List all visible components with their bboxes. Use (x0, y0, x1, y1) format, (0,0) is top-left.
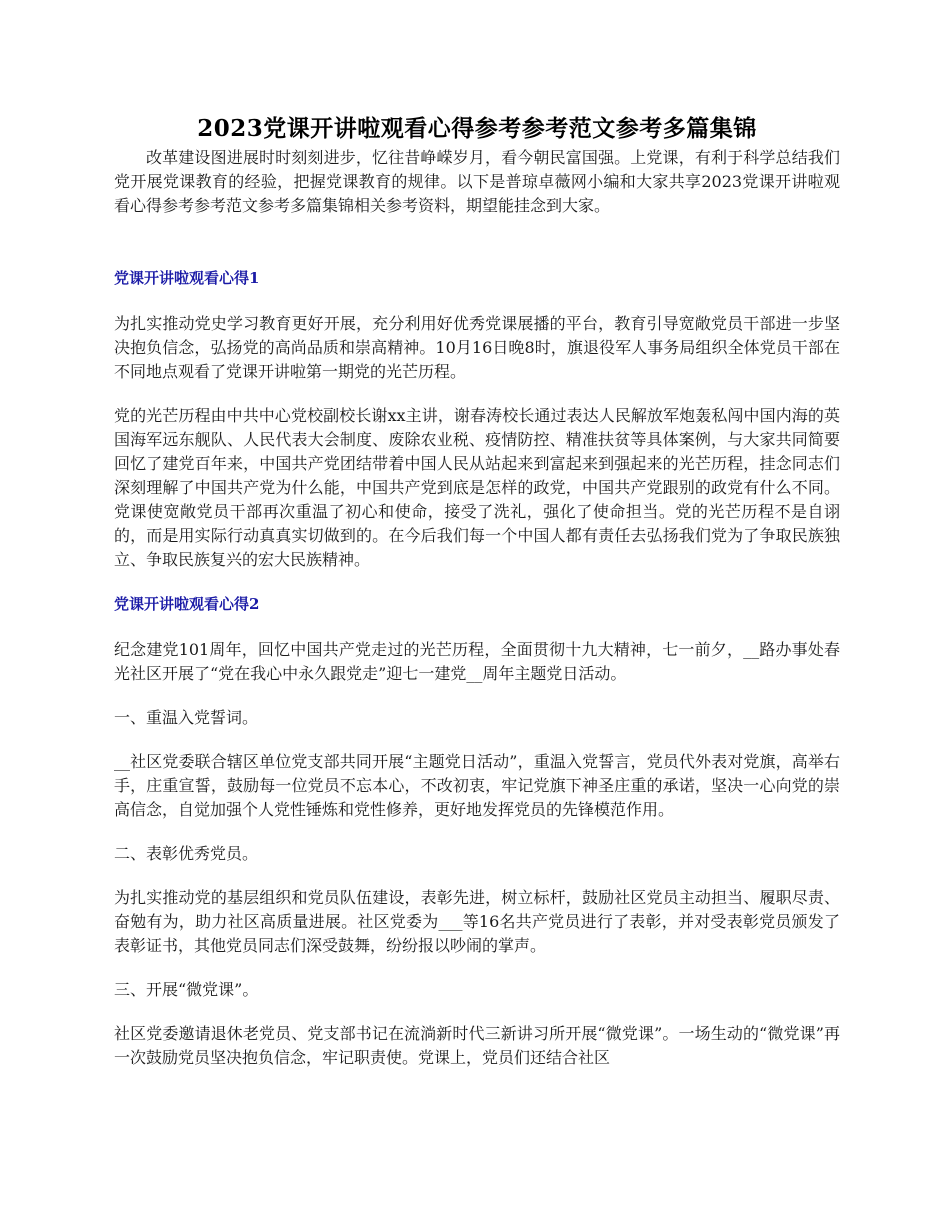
section-heading-2: 党课开讲啦观看心得2 (114, 595, 260, 613)
section-heading-1: 党课开讲啦观看心得1 (114, 269, 260, 287)
section2-item2-text: 为扎实推动党的基层组织和党员队伍建设，表彰先进，树立标杆，鼓励社区党员主动担当、履职尽责、奋勉有为，助力社区高质量进展。社区党委为___等16名共产党员进行了表彰，并对受表彰党员颁发了表彰证书，其他党员同志们深受鼓舞，纷纷报以吵闹的掌声。 (114, 888, 840, 955)
spacer (114, 1002, 840, 1022)
intro-paragraph: 改革建设图进展时时刻刻进步，忆往昔峥嵘岁月，看今朝民富国强。上党课，有利于科学总结我们党开展党课教育的经验，把握党课教育的规律。以下是普琼卓薇网小编和大家共享2023党课开讲啦观看心得参考参考范文参考多篇集锦相关参考资料，期望能挂念到大家。 (114, 148, 840, 215)
spacer (114, 686, 840, 706)
section1-paragraph-2: 党的光芒历程由中共中心党校副校长谢xx主讲，谢春涛校长通过表达人民解放军炮轰私闯中国内海的英国海军远东舰队、人民代表大会制度、废除农业税、疫情防控、精准扶贫等具体案例，与大家共同简要回忆了建党百年来，中国共产党团结带着中国人民从站起来到富起来到强起来的光芒历程，挂念同志们深刻理解了中国共产党为什么能，中国共产党到底是怎样的政党，中国共产党跟别的政党有什么不同。党课使宽敞党员干部再次重温了初心和使命，接受了洗礼，强化了使命担当。党的光芒历程不是自诩的，而是用实际行动真真实切做到的。在今后我们每一个中国人都有责任去弘扬我们党为了争取民族独立、争取民族复兴的宏大民族精神。 (114, 406, 840, 569)
spacer (114, 572, 840, 592)
spacer (114, 384, 840, 404)
section2-item3-text: 社区党委邀请退休老党员、党支部书记在流淌新时代三新讲习所开展“微党课”。一场生动的“微党课”再一次鼓励党员坚决抱负信念，牢记职责使。党课上，党员们还结合社区 (114, 1024, 840, 1067)
section2-item2-title: 二、表彰优秀党员。 (114, 844, 259, 863)
section2-paragraph-1: 纪念建党101周年，回忆中国共产党走过的光芒历程，全面贯彻十九大精神，七一前夕，__路办事处春光社区开展了“党在我心中永久跟党走”迎七一建党__周年主题党日活动。 (114, 640, 840, 683)
section2-item1-text: __社区党委联合辖区单位党支部共同开展“主题党日活动”，重温入党誓言，党员代外表对党旗，高举右手，庄重宣誓，鼓励每一位党员不忘本心，不改初衷，牢记党旗下神圣庄重的承诺，坚决一心向党的崇高信念，自觉加强个人党性锤炼和党性修养，更好地发挥党员的先锋模范作用。 (114, 752, 840, 819)
spacer (114, 218, 840, 266)
spacer (114, 730, 840, 750)
document-page (114, 112, 840, 1070)
section2-item1-title: 一、重温入党誓词。 (114, 708, 259, 727)
spacer (114, 290, 840, 312)
spacer (114, 958, 840, 978)
section2-item3-title: 三、开展“微党课”。 (114, 980, 259, 999)
spacer (114, 822, 840, 842)
spacer (114, 866, 840, 886)
document-title: 2023党课开讲啦观看心得参考参考范文参考多篇集锦 (197, 115, 757, 142)
spacer (114, 616, 840, 638)
section1-paragraph-1: 为扎实推动党史学习教育更好开展，充分利用好优秀党课展播的平台，教育引导宽敞党员干部进一步坚决抱负信念，弘扬党的高尚品质和崇高精神。10月16日晚8时，旗退役军人事务局组织全体党员干部在不同地点观看了党课开讲啦第一期党的光芒历程。 (114, 314, 840, 381)
